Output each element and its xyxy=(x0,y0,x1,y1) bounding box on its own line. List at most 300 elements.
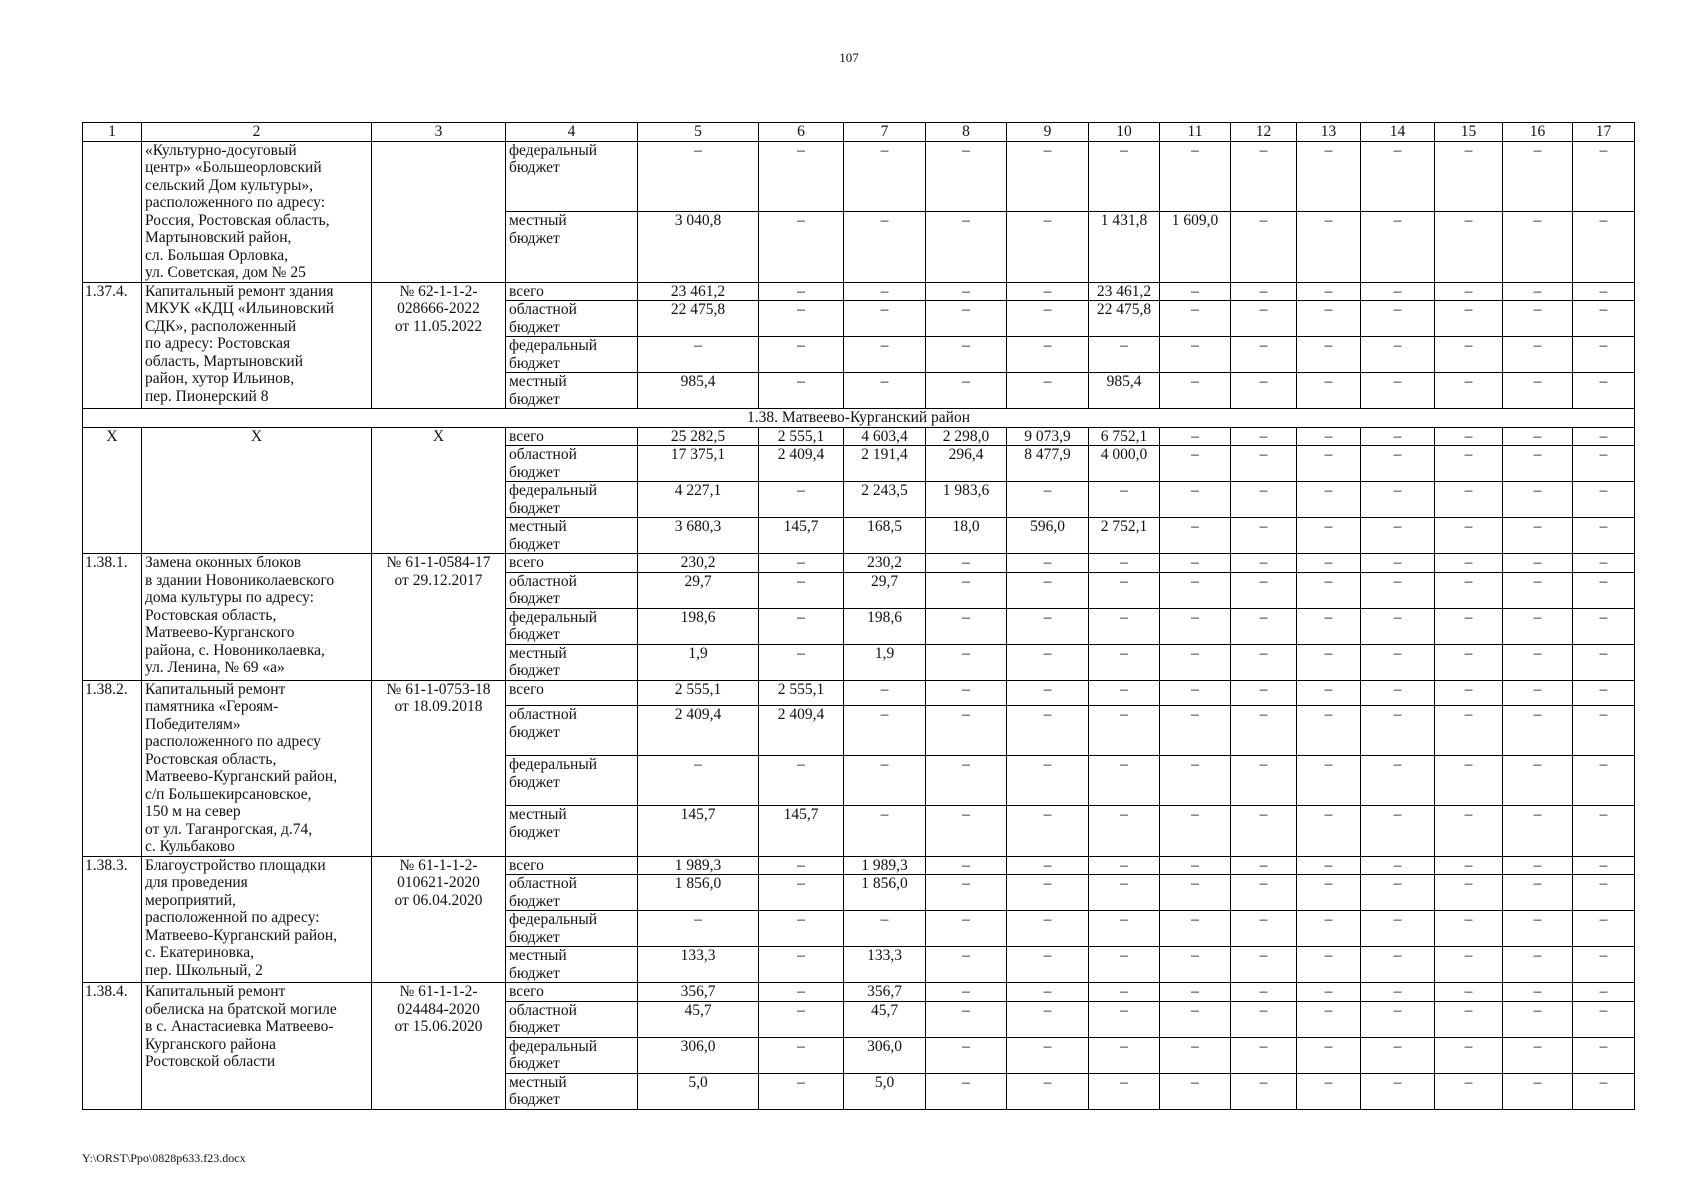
amount-cell: – xyxy=(1435,1001,1503,1037)
amount-cell: – xyxy=(1435,947,1503,983)
budget-source: местный бюджет xyxy=(506,806,638,856)
amount-cell: – xyxy=(1297,983,1361,1002)
registration-document: X xyxy=(372,427,506,554)
amount-cell: – xyxy=(1503,1001,1573,1037)
amount-cell: – xyxy=(1573,554,1635,573)
amount-cell: – xyxy=(926,608,1007,644)
amount-cell: – xyxy=(1089,947,1160,983)
amount-cell: – xyxy=(1160,446,1231,482)
table-row xyxy=(83,141,1635,212)
amount-cell: – xyxy=(1160,427,1231,446)
amount-cell: – xyxy=(1503,427,1573,446)
amount-cell: – xyxy=(1435,572,1503,608)
amount-cell: – xyxy=(1503,806,1573,856)
amount-cell: 18,0 xyxy=(926,518,1007,554)
amount-cell: – xyxy=(1361,518,1435,554)
amount-cell: – xyxy=(1160,141,1231,212)
amount-cell: – xyxy=(1435,482,1503,518)
amount-cell: – xyxy=(1160,282,1231,301)
amount-cell: – xyxy=(926,644,1007,680)
amount-cell: 9 073,9 xyxy=(1007,427,1089,446)
amount-cell: – xyxy=(1297,1037,1361,1073)
amount-cell: – xyxy=(1231,680,1297,706)
amount-cell: 2 555,1 xyxy=(759,680,844,706)
amount-cell: 5,0 xyxy=(844,1073,926,1109)
amount-cell: – xyxy=(1231,706,1297,756)
item-name: «Культурно-досуговый центр» «Большеорловский сельский Дом культуры», расположенного по адресу: Россия, Ростовская область, Мартыновский район, сл. Большая Орловка, ул. Советская, дом № 25 xyxy=(142,141,372,282)
amount-cell: – xyxy=(926,706,1007,756)
amount-cell: – xyxy=(1361,1073,1435,1109)
amount-cell: 1 856,0 xyxy=(844,875,926,911)
amount-cell: – xyxy=(1435,446,1503,482)
amount-cell: – xyxy=(1573,756,1635,806)
amount-cell: – xyxy=(1573,518,1635,554)
amount-cell: – xyxy=(1089,706,1160,756)
amount-cell: – xyxy=(1160,301,1231,337)
amount-cell: – xyxy=(1435,680,1503,706)
amount-cell: – xyxy=(1160,875,1231,911)
amount-cell: – xyxy=(1231,983,1297,1002)
amount-cell: – xyxy=(1089,141,1160,212)
amount-cell: – xyxy=(1089,756,1160,806)
amount-cell: – xyxy=(1297,706,1361,756)
amount-cell: 296,4 xyxy=(926,446,1007,482)
amount-cell: – xyxy=(926,373,1007,409)
amount-cell: – xyxy=(926,756,1007,806)
amount-cell: – xyxy=(759,482,844,518)
amount-cell: – xyxy=(1573,608,1635,644)
amount-cell: 596,0 xyxy=(1007,518,1089,554)
amount-cell: – xyxy=(1007,875,1089,911)
amount-cell: – xyxy=(759,572,844,608)
amount-cell: 2 409,4 xyxy=(759,446,844,482)
amount-cell: – xyxy=(1297,482,1361,518)
amount-cell: – xyxy=(1297,1073,1361,1109)
budget-source: всего xyxy=(506,427,638,446)
amount-cell: – xyxy=(638,141,759,212)
amount-cell: 22 475,8 xyxy=(638,301,759,337)
amount-cell: – xyxy=(1361,337,1435,373)
amount-cell: 133,3 xyxy=(638,947,759,983)
amount-cell: – xyxy=(926,1073,1007,1109)
amount-cell: 3 040,8 xyxy=(638,212,759,283)
item-number xyxy=(83,141,142,282)
amount-cell: – xyxy=(1160,482,1231,518)
amount-cell: – xyxy=(1361,282,1435,301)
amount-cell: 2 409,4 xyxy=(759,706,844,756)
amount-cell: – xyxy=(1435,1037,1503,1073)
amount-cell: – xyxy=(1573,373,1635,409)
amount-cell: – xyxy=(1231,482,1297,518)
amount-cell: – xyxy=(1503,756,1573,806)
amount-cell: 168,5 xyxy=(844,518,926,554)
amount-cell: – xyxy=(1573,446,1635,482)
amount-cell: – xyxy=(1297,875,1361,911)
budget-source: местный бюджет xyxy=(506,212,638,283)
amount-cell: – xyxy=(759,875,844,911)
amount-cell: – xyxy=(1435,337,1503,373)
column-number-header: 1 xyxy=(83,123,142,142)
amount-cell: 2 243,5 xyxy=(844,482,926,518)
amount-cell: – xyxy=(1007,983,1089,1002)
amount-cell: – xyxy=(1435,706,1503,756)
amount-cell: – xyxy=(1231,1037,1297,1073)
section-row xyxy=(83,409,1635,428)
column-number-header: 11 xyxy=(1160,123,1231,142)
amount-cell: – xyxy=(1361,1001,1435,1037)
amount-cell: – xyxy=(638,337,759,373)
amount-cell: – xyxy=(1297,373,1361,409)
item-number: X xyxy=(83,427,142,554)
amount-cell: – xyxy=(1503,875,1573,911)
amount-cell: – xyxy=(1297,282,1361,301)
budget-source: федеральный бюджет xyxy=(506,337,638,373)
amount-cell: 2 555,1 xyxy=(759,427,844,446)
amount-cell: – xyxy=(759,644,844,680)
amount-cell: – xyxy=(1435,141,1503,212)
amount-cell: – xyxy=(844,756,926,806)
amount-cell: – xyxy=(1297,806,1361,856)
amount-cell: 29,7 xyxy=(638,572,759,608)
amount-cell: – xyxy=(1503,706,1573,756)
amount-cell: – xyxy=(1297,680,1361,706)
amount-cell: – xyxy=(1361,482,1435,518)
budget-source: местный бюджет xyxy=(506,947,638,983)
amount-cell: 985,4 xyxy=(1089,373,1160,409)
amount-cell: 25 282,5 xyxy=(638,427,759,446)
amount-cell: – xyxy=(759,337,844,373)
amount-cell: – xyxy=(759,1001,844,1037)
amount-cell: – xyxy=(1361,983,1435,1002)
amount-cell: – xyxy=(759,756,844,806)
budget-source: федеральный бюджет xyxy=(506,756,638,806)
amount-cell: – xyxy=(759,1037,844,1073)
amount-cell: – xyxy=(1573,644,1635,680)
amount-cell: – xyxy=(926,337,1007,373)
amount-cell: – xyxy=(1007,301,1089,337)
amount-cell: – xyxy=(1089,983,1160,1002)
table-body xyxy=(83,123,1635,1110)
budget-source: местный бюджет xyxy=(506,373,638,409)
amount-cell: – xyxy=(926,875,1007,911)
amount-cell: – xyxy=(1573,141,1635,212)
amount-cell: 4 000,0 xyxy=(1089,446,1160,482)
amount-cell: – xyxy=(1361,1037,1435,1073)
amount-cell: – xyxy=(1297,337,1361,373)
amount-cell: – xyxy=(1160,856,1231,875)
amount-cell: – xyxy=(1231,427,1297,446)
page-number: 107 xyxy=(839,50,859,65)
column-number-header: 9 xyxy=(1007,123,1089,142)
amount-cell: – xyxy=(1231,608,1297,644)
item-number: 1.38.2. xyxy=(83,680,142,856)
table-row xyxy=(83,856,1635,875)
amount-cell: – xyxy=(1573,427,1635,446)
amount-cell: – xyxy=(926,301,1007,337)
amount-cell: – xyxy=(1503,518,1573,554)
amount-cell: – xyxy=(1361,911,1435,947)
amount-cell: – xyxy=(1297,554,1361,573)
amount-cell: – xyxy=(1089,911,1160,947)
amount-cell: – xyxy=(1007,911,1089,947)
budget-source: всего xyxy=(506,282,638,301)
amount-cell: – xyxy=(844,911,926,947)
registration-document: № 61-1-0753-18 от 18.09.2018 xyxy=(372,680,506,856)
amount-cell: – xyxy=(1503,282,1573,301)
amount-cell: – xyxy=(1231,518,1297,554)
amount-cell: – xyxy=(1573,680,1635,706)
amount-cell: 2 752,1 xyxy=(1089,518,1160,554)
amount-cell: – xyxy=(1573,1001,1635,1037)
amount-cell: – xyxy=(1435,911,1503,947)
amount-cell: – xyxy=(1503,301,1573,337)
amount-cell: – xyxy=(1160,518,1231,554)
amount-cell: – xyxy=(1361,554,1435,573)
column-number-header: 7 xyxy=(844,123,926,142)
amount-cell: – xyxy=(759,282,844,301)
amount-cell: – xyxy=(844,212,926,283)
budget-source: местный бюджет xyxy=(506,518,638,554)
registration-document xyxy=(372,141,506,282)
amount-cell: – xyxy=(1007,554,1089,573)
amount-cell: 133,3 xyxy=(844,947,926,983)
amount-cell: – xyxy=(1089,875,1160,911)
amount-cell: – xyxy=(1089,1073,1160,1109)
column-number-header: 8 xyxy=(926,123,1007,142)
amount-cell: – xyxy=(926,911,1007,947)
amount-cell: – xyxy=(1160,337,1231,373)
column-number-header: 14 xyxy=(1361,123,1435,142)
amount-cell: – xyxy=(1007,1001,1089,1037)
budget-source: местный бюджет xyxy=(506,1073,638,1109)
amount-cell: – xyxy=(1503,1073,1573,1109)
amount-cell: – xyxy=(1573,806,1635,856)
amount-cell: 8 477,9 xyxy=(1007,446,1089,482)
amount-cell: 6 752,1 xyxy=(1089,427,1160,446)
amount-cell: 1 856,0 xyxy=(638,875,759,911)
amount-cell: – xyxy=(1573,572,1635,608)
amount-cell: – xyxy=(1160,644,1231,680)
amount-cell: – xyxy=(1089,608,1160,644)
amount-cell: – xyxy=(1503,983,1573,1002)
amount-cell: – xyxy=(1231,1073,1297,1109)
amount-cell: – xyxy=(1435,373,1503,409)
amount-cell: – xyxy=(1160,1037,1231,1073)
amount-cell: – xyxy=(1007,282,1089,301)
amount-cell: – xyxy=(1573,947,1635,983)
amount-cell: 1 431,8 xyxy=(1089,212,1160,283)
amount-cell: 45,7 xyxy=(844,1001,926,1037)
amount-cell: – xyxy=(926,806,1007,856)
amount-cell: – xyxy=(1089,572,1160,608)
budget-source: федеральный бюджет xyxy=(506,1037,638,1073)
amount-cell: – xyxy=(1007,680,1089,706)
amount-cell: 2 409,4 xyxy=(638,706,759,756)
amount-cell: – xyxy=(1297,947,1361,983)
amount-cell: 985,4 xyxy=(638,373,759,409)
amount-cell: 145,7 xyxy=(638,806,759,856)
amount-cell: – xyxy=(1007,644,1089,680)
amount-cell: – xyxy=(844,706,926,756)
amount-cell: – xyxy=(1231,373,1297,409)
amount-cell: – xyxy=(1007,756,1089,806)
item-number: 1.37.4. xyxy=(83,282,142,409)
header-row xyxy=(83,123,1635,142)
amount-cell: – xyxy=(1435,644,1503,680)
amount-cell: – xyxy=(1007,856,1089,875)
budget-table xyxy=(82,122,1635,1110)
amount-cell: – xyxy=(1160,756,1231,806)
amount-cell: – xyxy=(926,141,1007,212)
section-title: 1.38. Матвеево-Курганский район xyxy=(83,409,1635,428)
column-number-header: 13 xyxy=(1297,123,1361,142)
amount-cell: – xyxy=(1361,301,1435,337)
amount-cell: – xyxy=(1361,947,1435,983)
amount-cell: – xyxy=(1231,554,1297,573)
amount-cell: – xyxy=(1435,301,1503,337)
amount-cell: 230,2 xyxy=(638,554,759,573)
item-name: Замена оконных блоков в здании Новониколаевского дома культуры по адресу: Ростовская область, Матвеево-Курганского района, с. Новониколаевка, ул. Ленина, № 69 «а» xyxy=(142,554,372,681)
amount-cell: – xyxy=(1297,608,1361,644)
amount-cell: – xyxy=(1231,446,1297,482)
amount-cell: 23 461,2 xyxy=(638,282,759,301)
amount-cell: – xyxy=(1435,554,1503,573)
amount-cell: – xyxy=(926,212,1007,283)
amount-cell: 1,9 xyxy=(844,644,926,680)
item-name: Капитальный ремонт обелиска на братской могиле в с. Анастасиевка Матвеево- Курганского района Ростовской области xyxy=(142,983,372,1110)
amount-cell: – xyxy=(1297,141,1361,212)
amount-cell: – xyxy=(844,141,926,212)
amount-cell: – xyxy=(1160,373,1231,409)
budget-source: всего xyxy=(506,856,638,875)
amount-cell: – xyxy=(844,282,926,301)
amount-cell: – xyxy=(1573,482,1635,518)
amount-cell: – xyxy=(1503,482,1573,518)
amount-cell: – xyxy=(1361,644,1435,680)
table-row xyxy=(83,554,1635,573)
amount-cell: – xyxy=(1573,282,1635,301)
amount-cell: 45,7 xyxy=(638,1001,759,1037)
amount-cell: 17 375,1 xyxy=(638,446,759,482)
amount-cell: – xyxy=(1361,875,1435,911)
amount-cell: 356,7 xyxy=(844,983,926,1002)
amount-cell: – xyxy=(1361,680,1435,706)
amount-cell: – xyxy=(1297,446,1361,482)
amount-cell: – xyxy=(1231,1001,1297,1037)
amount-cell: – xyxy=(1435,282,1503,301)
amount-cell: – xyxy=(759,856,844,875)
amount-cell: – xyxy=(1297,756,1361,806)
amount-cell: – xyxy=(1297,856,1361,875)
amount-cell: – xyxy=(1089,554,1160,573)
budget-source: областной бюджет xyxy=(506,875,638,911)
amount-cell: – xyxy=(1361,427,1435,446)
amount-cell: – xyxy=(1160,680,1231,706)
amount-cell: – xyxy=(1231,806,1297,856)
amount-cell: 2 298,0 xyxy=(926,427,1007,446)
column-number-header: 16 xyxy=(1503,123,1573,142)
amount-cell: – xyxy=(1007,706,1089,756)
amount-cell: – xyxy=(1503,1037,1573,1073)
amount-cell: – xyxy=(1573,301,1635,337)
amount-cell: – xyxy=(1361,373,1435,409)
amount-cell: – xyxy=(1297,301,1361,337)
amount-cell: 4 603,4 xyxy=(844,427,926,446)
table-row xyxy=(83,282,1635,301)
amount-cell: – xyxy=(1231,141,1297,212)
amount-cell: 230,2 xyxy=(844,554,926,573)
amount-cell: – xyxy=(1160,608,1231,644)
amount-cell: – xyxy=(844,337,926,373)
amount-cell: – xyxy=(1503,856,1573,875)
amount-cell: – xyxy=(1361,608,1435,644)
amount-cell: – xyxy=(926,983,1007,1002)
amount-cell: – xyxy=(1007,1073,1089,1109)
amount-cell: – xyxy=(1503,446,1573,482)
amount-cell: – xyxy=(1007,212,1089,283)
amount-cell: – xyxy=(926,680,1007,706)
amount-cell: – xyxy=(1503,141,1573,212)
amount-cell: – xyxy=(1231,212,1297,283)
amount-cell: – xyxy=(1089,482,1160,518)
amount-cell: – xyxy=(1573,911,1635,947)
column-number-header: 2 xyxy=(142,123,372,142)
amount-cell: – xyxy=(1007,337,1089,373)
amount-cell: – xyxy=(638,756,759,806)
item-number: 1.38.1. xyxy=(83,554,142,681)
amount-cell: – xyxy=(844,680,926,706)
amount-cell: – xyxy=(1007,482,1089,518)
amount-cell: – xyxy=(1089,1001,1160,1037)
amount-cell: – xyxy=(1089,806,1160,856)
amount-cell: – xyxy=(759,301,844,337)
amount-cell: 1 609,0 xyxy=(1160,212,1231,283)
amount-cell: 145,7 xyxy=(759,806,844,856)
amount-cell: – xyxy=(1435,518,1503,554)
amount-cell: – xyxy=(1160,1073,1231,1109)
amount-cell: – xyxy=(1435,1073,1503,1109)
amount-cell: 2 555,1 xyxy=(638,680,759,706)
amount-cell: – xyxy=(844,301,926,337)
amount-cell: – xyxy=(1160,911,1231,947)
amount-cell: – xyxy=(1503,373,1573,409)
amount-cell: – xyxy=(1435,608,1503,644)
item-number: 1.38.3. xyxy=(83,856,142,983)
amount-cell: – xyxy=(1160,554,1231,573)
amount-cell: – xyxy=(1573,212,1635,283)
amount-cell: – xyxy=(1435,756,1503,806)
amount-cell: 1 989,3 xyxy=(638,856,759,875)
amount-cell: 1 983,6 xyxy=(926,482,1007,518)
table-row xyxy=(83,427,1635,446)
amount-cell: – xyxy=(1160,572,1231,608)
amount-cell: – xyxy=(1231,875,1297,911)
amount-cell: – xyxy=(1007,1037,1089,1073)
column-number-header: 17 xyxy=(1573,123,1635,142)
amount-cell: – xyxy=(1503,947,1573,983)
amount-cell: – xyxy=(1573,1073,1635,1109)
amount-cell: – xyxy=(1297,644,1361,680)
amount-cell: – xyxy=(759,608,844,644)
amount-cell: – xyxy=(1231,337,1297,373)
amount-cell: – xyxy=(1297,572,1361,608)
amount-cell: – xyxy=(844,806,926,856)
column-number-header: 12 xyxy=(1231,123,1297,142)
amount-cell: – xyxy=(759,983,844,1002)
amount-cell: 2 191,4 xyxy=(844,446,926,482)
amount-cell: – xyxy=(1435,875,1503,911)
amount-cell: – xyxy=(1231,756,1297,806)
